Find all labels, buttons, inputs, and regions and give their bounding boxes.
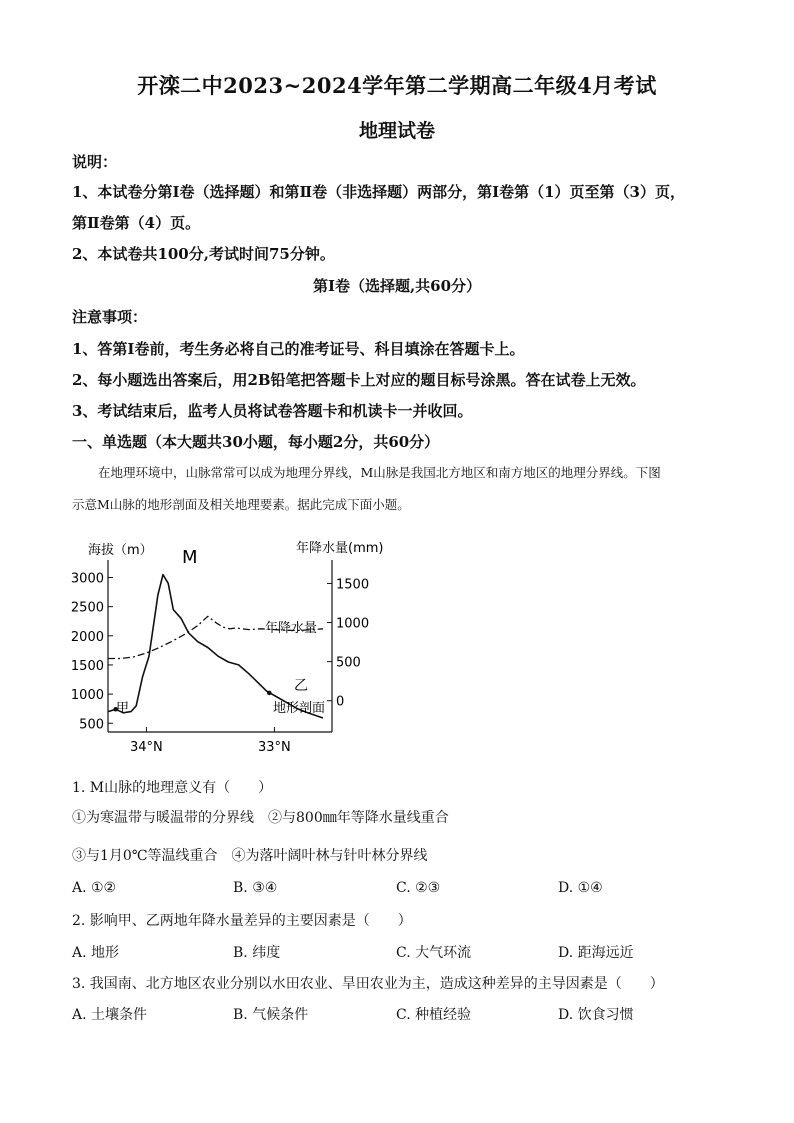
question-2-option-b[interactable]: B. 纬度 bbox=[233, 945, 281, 961]
right-tick-label: 1000 bbox=[336, 616, 370, 632]
left-axis-label: 海拔（m） bbox=[88, 543, 153, 558]
right-axis-label: 年降水量(mm) bbox=[296, 541, 384, 556]
point-yi-label: 乙 bbox=[294, 678, 308, 694]
instructions-heading: 说明： bbox=[72, 153, 118, 171]
question-3-option-d[interactable]: D. 饮食习惯 bbox=[558, 1007, 634, 1023]
question-1-statement-1: ①为寒温带与暖温带的分界线 ②与800㎜年等降水量线重合 bbox=[72, 810, 449, 826]
passage-line-1: 在地理环境中，山脉常常可以成为地理分界线，M山脉是我国北方地区和南方地区的地理分界线。下图 bbox=[98, 465, 661, 480]
question-2-stem: 2. 影响甲、乙两地年降水量差异的主要因素是（ ） bbox=[72, 913, 412, 929]
question-1-option-a[interactable]: A. ①② bbox=[72, 880, 117, 896]
question-3-option-b[interactable]: B. 气候条件 bbox=[233, 1007, 309, 1023]
notes-heading: 注意事项： bbox=[72, 308, 148, 326]
point-jia-label: 甲 bbox=[116, 701, 130, 716]
question-2-option-a[interactable]: A. 地形 bbox=[72, 945, 120, 961]
note-1: 1、答第Ⅰ卷前，考生务必将自己的准考证号、科目填涂在答题卡上。 bbox=[72, 340, 525, 358]
question-2-option-c[interactable]: C. 大气环流 bbox=[396, 945, 472, 961]
left-tick-label: 2000 bbox=[70, 629, 104, 645]
question-1-option-b[interactable]: B. ③④ bbox=[233, 880, 278, 896]
x-tick-label: 33°N bbox=[258, 740, 291, 755]
question-3-option-c[interactable]: C. 种植经验 bbox=[396, 1007, 472, 1023]
exam-subject: 地理试卷 bbox=[358, 120, 435, 142]
left-tick-label: 2500 bbox=[70, 600, 104, 616]
terrain-profile-line bbox=[108, 575, 326, 718]
point-yi-marker bbox=[267, 691, 272, 696]
question-1-stem: 1. M山脉的地理意义有（ ） bbox=[72, 780, 273, 796]
left-tick-label: 500 bbox=[79, 717, 104, 733]
right-tick-label: 1500 bbox=[336, 577, 370, 593]
note-2: 2、每小题选出答案后，用2B铅笔把答题卡上对应的题目标号涂黑。答在试卷上无效。 bbox=[72, 371, 646, 389]
instruction-1-line-1: 1、本试卷分第Ⅰ卷（选择题）和第Ⅱ卷（非选择题）两部分，第Ⅰ卷第（1）页至第（3）页， bbox=[72, 183, 685, 201]
x-tick-label: 34°N bbox=[130, 740, 163, 755]
chart-series bbox=[108, 575, 326, 718]
terrain-series-label: 地形剖面 bbox=[273, 701, 326, 716]
question-3-option-a[interactable]: A. 土壤条件 bbox=[72, 1007, 148, 1023]
left-tick-label: 3000 bbox=[70, 571, 104, 587]
passage-line-2: 示意M山脉的地形剖面及相关地理要素。据此完成下面小题。 bbox=[72, 497, 410, 512]
right-tick-label: 500 bbox=[336, 655, 361, 671]
question-1-statement-2: ③与1月0℃等温线重合 ④为落叶阔叶林与针叶林分界线 bbox=[72, 848, 428, 864]
peak-label-m: M bbox=[182, 547, 198, 568]
left-tick-label: 1000 bbox=[70, 688, 104, 704]
part-1-title: 第Ⅰ卷（选择题,共60分） bbox=[312, 277, 482, 295]
instruction-1-line-2: 第Ⅱ卷第（4）页。 bbox=[72, 214, 201, 232]
section-heading: 一、单选题（本大题共30小题，每小题2分，共60分） bbox=[72, 433, 440, 451]
left-tick-label: 1500 bbox=[70, 658, 104, 674]
exam-title: 开滦二中2023~2024学年第二学期高二年级4月考试 bbox=[137, 73, 657, 98]
question-2-option-d[interactable]: D. 距海远近 bbox=[558, 945, 634, 961]
question-1-option-d[interactable]: D. ①④ bbox=[558, 880, 603, 896]
right-tick-label: 0 bbox=[336, 694, 345, 710]
terrain-profile-chart bbox=[60, 530, 400, 760]
note-3: 3、考试结束后，监考人员将试卷答题卡和机读卡一并收回。 bbox=[72, 402, 473, 420]
instruction-2: 2、本试卷共100分,考试时间75分钟。 bbox=[72, 245, 335, 263]
question-1-option-c[interactable]: C. ②③ bbox=[396, 880, 441, 896]
precipitation-series-label: 年降水量 bbox=[265, 621, 318, 636]
chart-annotations bbox=[116, 547, 325, 716]
question-3-stem: 3. 我国南、北方地区农业分别以水田农业、旱田农业为主，造成这种差异的主导因素是（ ） bbox=[72, 976, 664, 992]
